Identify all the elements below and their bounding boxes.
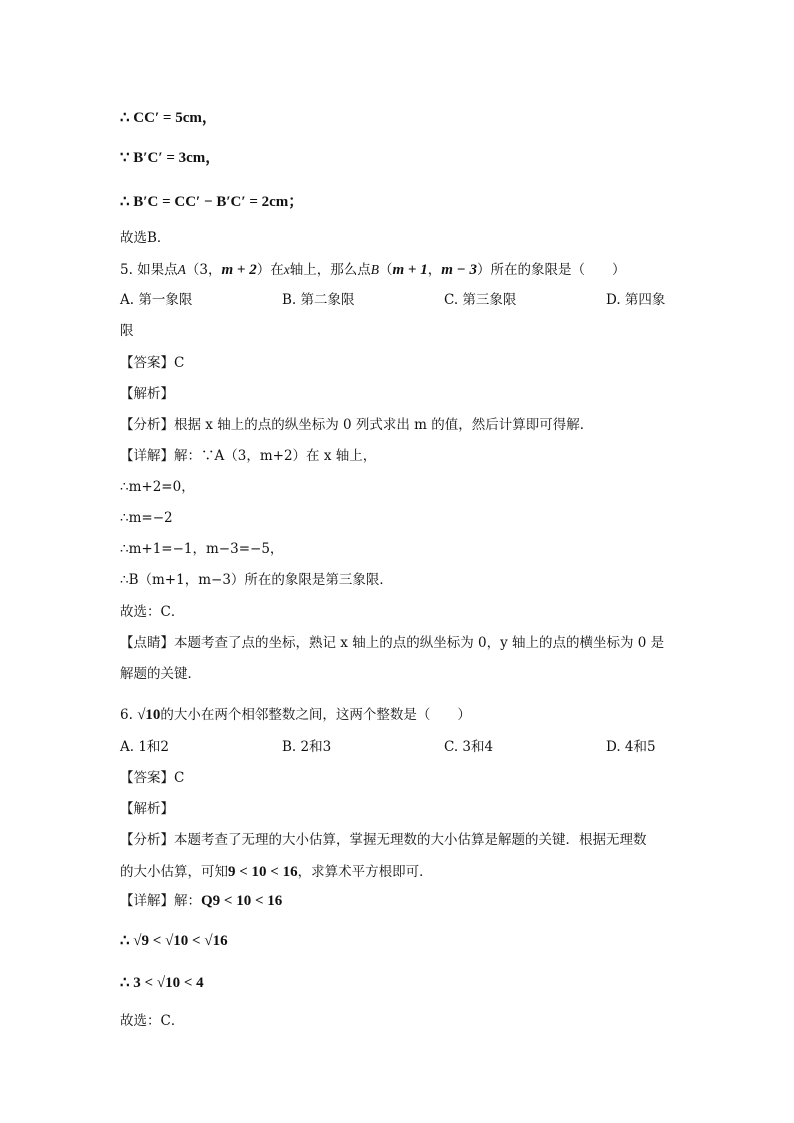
prev-step-1: ∴ CC′ = 5cm， bbox=[120, 110, 217, 126]
q5-option-d: D. 第四象 bbox=[606, 292, 666, 308]
q6-fenxi-1: 【分析】本题考查了无理的大小估算，掌握无理数的大小估算是解题的关键．根据无理数 bbox=[120, 832, 647, 848]
q5-step-2: ∴m=−2 bbox=[120, 510, 173, 526]
prev-step-3: ∴ B′C = CC′ − B′C′ = 2cm； bbox=[120, 194, 304, 210]
q5-step-4: ∴B（m+1，m−3）所在的象限是第三象限． bbox=[120, 572, 393, 588]
q5-fenxi: 【分析】根据 x 轴上的点的纵坐标为 0 列式求出 m 的值，然后计算即可得解． bbox=[120, 417, 594, 433]
prev-choose: 故选B． bbox=[120, 230, 171, 246]
q6-stem: 6. √10的大小在两个相邻整数之间，这两个整数是（ ） bbox=[120, 707, 471, 723]
q6-option-d: D. 4和5 bbox=[606, 739, 656, 755]
q6-option-c: C. 3和4 bbox=[444, 739, 494, 755]
q6-step-2: ∴ 3 < √10 < 4 bbox=[120, 975, 204, 991]
q6-analysis-heading: 【解析】 bbox=[120, 801, 174, 817]
q5-comment-1: 【点睛】本题考查了点的坐标，熟记 x 轴上的点的纵坐标为 0，y 轴上的点的横坐标为 0 是 bbox=[120, 635, 665, 651]
q6-fenxi-2: 的大小估算，可知9 < 10 < 16，求算术平方根即可． bbox=[120, 864, 433, 880]
q5-option-d-wrap: 限 bbox=[120, 323, 134, 339]
q5-answer: 【答案】C bbox=[120, 355, 185, 371]
q6-detail: 【详解】解：Q9 < 10 < 16 bbox=[120, 893, 283, 909]
q5-step-3: ∴m+1=−1，m−3=−5， bbox=[120, 541, 284, 557]
q5-comment-2: 解题的关键． bbox=[120, 666, 201, 682]
q5-analysis-heading: 【解析】 bbox=[120, 386, 174, 402]
q6-answer: 【答案】C bbox=[120, 770, 185, 786]
q6-step-1: ∴ √9 < √10 < √16 bbox=[120, 933, 228, 949]
q5-detail: 【详解】解：∵A（3，m+2）在 x 轴上， bbox=[120, 448, 377, 464]
q6-option-a: A. 1和2 bbox=[120, 739, 170, 755]
q5-choose: 故选：C． bbox=[120, 604, 185, 620]
prev-step-2: ∵ B′C′ = 3cm， bbox=[120, 150, 221, 166]
q6-option-b: B. 2和3 bbox=[282, 739, 332, 755]
q5-option-c: C. 第三象限 bbox=[444, 292, 517, 308]
q5-stem: 5. 如果点A（3，m + 2）在x轴上，那么点B（m + 1，m − 3）所在的象限是（ ） bbox=[120, 262, 626, 278]
q6-choose: 故选：C． bbox=[120, 1013, 185, 1029]
q5-option-b: B. 第二象限 bbox=[282, 292, 355, 308]
radical-10: √10 bbox=[137, 707, 161, 723]
q5-option-a: A. 第一象限 bbox=[120, 292, 193, 308]
q5-step-1: ∴m+2=0， bbox=[120, 479, 195, 495]
